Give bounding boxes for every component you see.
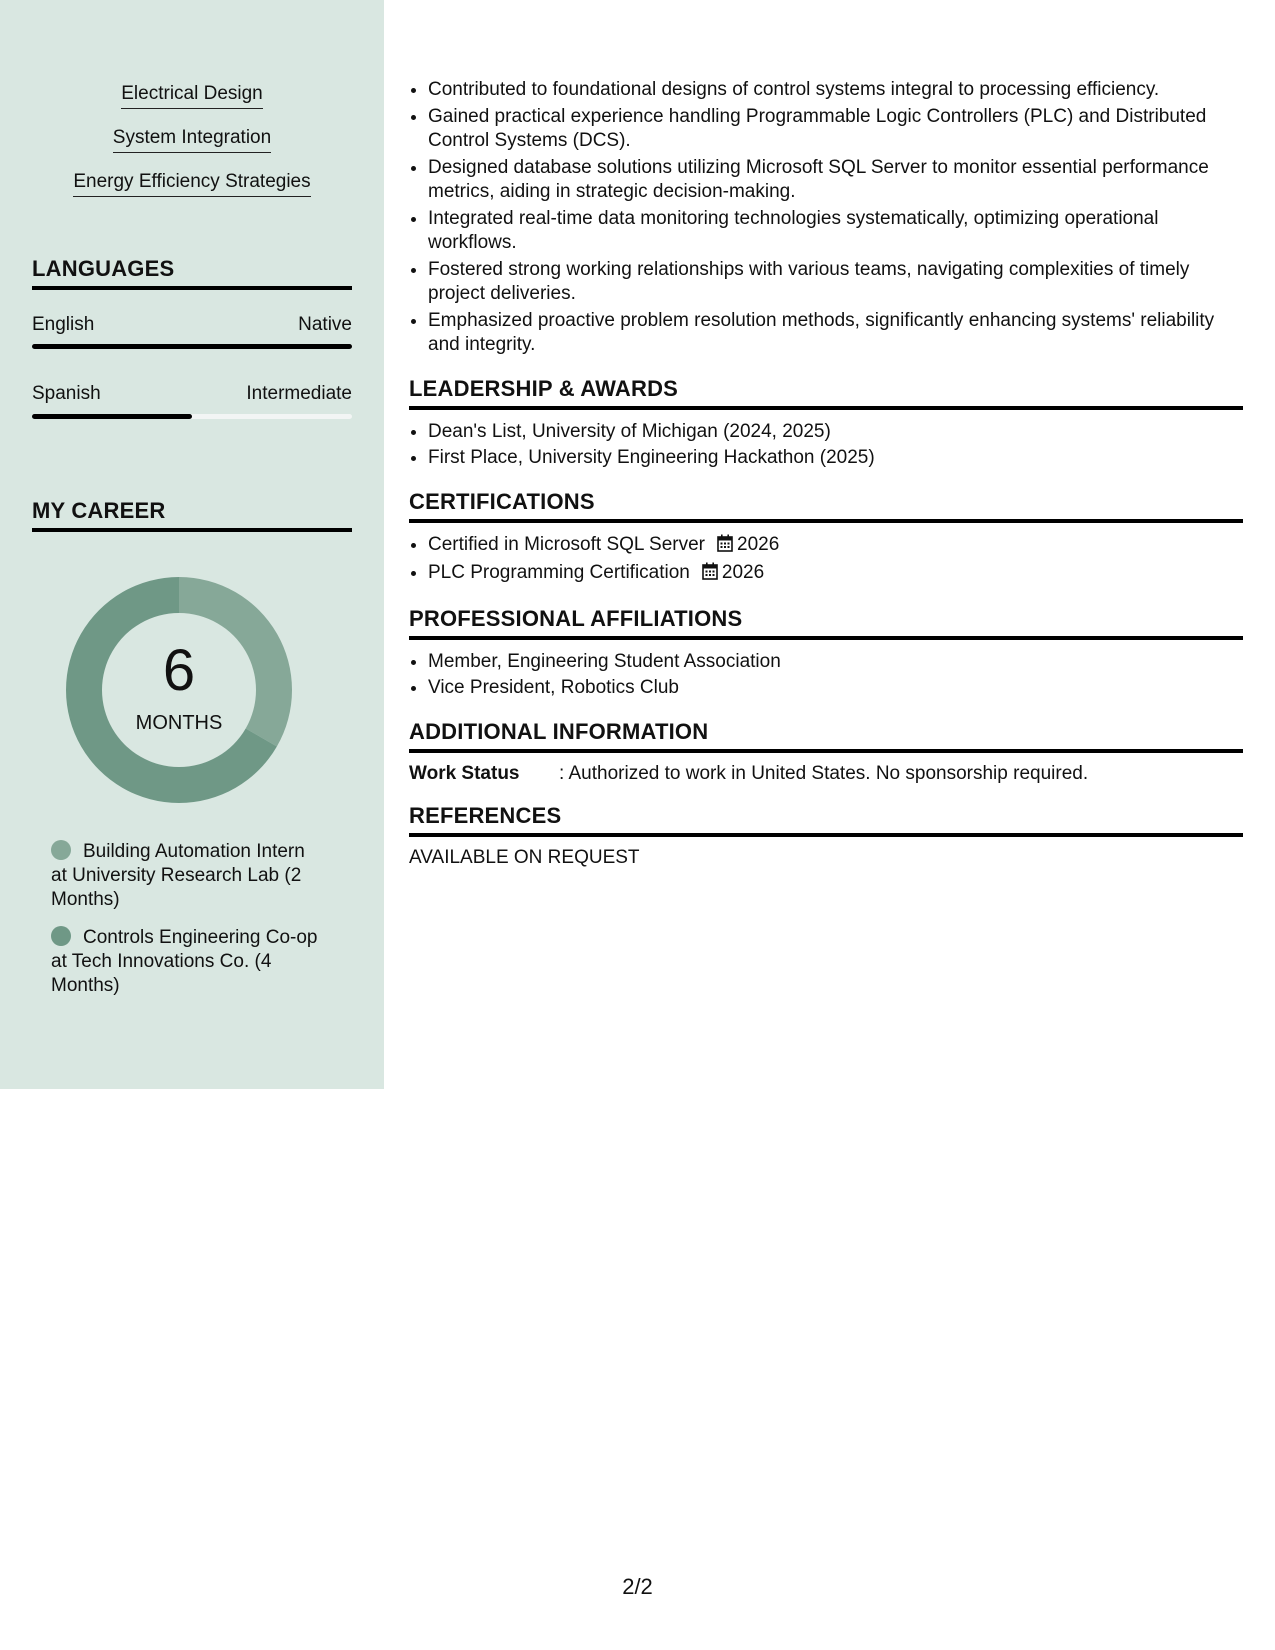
calendar-icon (702, 562, 718, 588)
sidebar (0, 0, 384, 1089)
career-legend-item (51, 926, 321, 998)
affiliations-heading: PROFESSIONAL AFFILIATIONS (409, 606, 1243, 640)
language-bar-fill (32, 344, 352, 349)
certifications-list (409, 533, 1243, 588)
skill-item: Energy Efficiency Strategies (73, 170, 310, 197)
legend-dot (51, 926, 71, 946)
career-total-unit: MONTHS (135, 712, 223, 734)
language-bar-fill (32, 414, 192, 419)
leadership-heading: LEADERSHIP & AWARDS (409, 376, 1243, 410)
career-legend-item (51, 840, 321, 912)
affiliations-list (409, 650, 1243, 701)
career-heading: MY CAREER (32, 498, 352, 532)
leadership-item: • Dean's List, University of Michigan (2024, 2025) (428, 420, 1243, 445)
work-status-row (409, 763, 1243, 785)
work-status-value: : Authorized to work in United States. No sponsorship required. (559, 762, 1089, 784)
language-level: Intermediate (246, 383, 352, 404)
language-bar-english (32, 344, 352, 349)
calendar-icon (717, 534, 733, 560)
experience-bullet: • Emphasized proactive problem resolution methods, significantly enhancing systems' reliability and integrity. (428, 309, 1243, 358)
experience-bullet: • Fostered strong working relationships with various teams, navigating complexities of timely project deliveries. (428, 258, 1243, 307)
main-content (409, 78, 1243, 869)
affiliation-item: • Member, Engineering Student Association (428, 650, 1243, 675)
career-total-number: 6 (162, 638, 196, 703)
language-name: Spanish (32, 383, 101, 404)
experience-bullet: • Gained practical experience handling Programmable Logic Controllers (PLC) and Distributed Control Systems (DCS). (428, 105, 1243, 154)
experience-bullet: • Designed database solutions utilizing Microsoft SQL Server to monitor essential performance metrics, aiding in strategic decision-making. (428, 156, 1243, 205)
leadership-item: • First Place, University Engineering Hackathon (2025) (428, 446, 1243, 471)
work-status-label: Work Status (409, 762, 520, 784)
page-number: 2/2 (622, 1574, 653, 1599)
experience-bullets (409, 78, 1243, 358)
additional-info-heading: ADDITIONAL INFORMATION (409, 719, 1243, 753)
skill-item: System Integration (113, 126, 271, 153)
career-legend (51, 840, 321, 1012)
certification-year: 2026 (721, 562, 765, 583)
affiliation-item: • Vice President, Robotics Club (428, 676, 1243, 701)
references-text: AVAILABLE ON REQUEST (409, 846, 640, 868)
language-level: Native (298, 314, 352, 335)
career-item-text: Controls Engineering Co-op at Tech Innovations Co. (4 Months) (51, 927, 318, 996)
certification-item (428, 533, 1243, 560)
certification-name: PLC Programming Certification (428, 562, 690, 583)
references-heading: REFERENCES (409, 803, 1243, 837)
certification-item (428, 561, 1243, 588)
language-row-spanish (32, 383, 352, 405)
skills-list (0, 82, 384, 214)
skill-item: Electrical Design (121, 82, 263, 109)
career-item-text: Building Automation Intern at University Research Lab (2 Months) (51, 841, 305, 910)
language-name: English (32, 314, 95, 335)
certifications-heading: CERTIFICATIONS (409, 489, 1243, 523)
language-row-english (32, 314, 352, 336)
languages-heading: LANGUAGES (32, 256, 352, 290)
experience-bullet: • Integrated real-time data monitoring technologies systematically, optimizing operational workflows. (428, 207, 1243, 256)
experience-bullet: • Contributed to foundational designs of control systems integral to processing efficiency. (428, 78, 1243, 103)
certification-name: Certified in Microsoft SQL Server (428, 533, 705, 555)
career-donut-chart (66, 577, 292, 803)
certification-year: 2026 (737, 533, 780, 555)
language-bar-spanish (32, 414, 352, 419)
legend-dot (51, 840, 71, 860)
leadership-list (409, 420, 1243, 471)
